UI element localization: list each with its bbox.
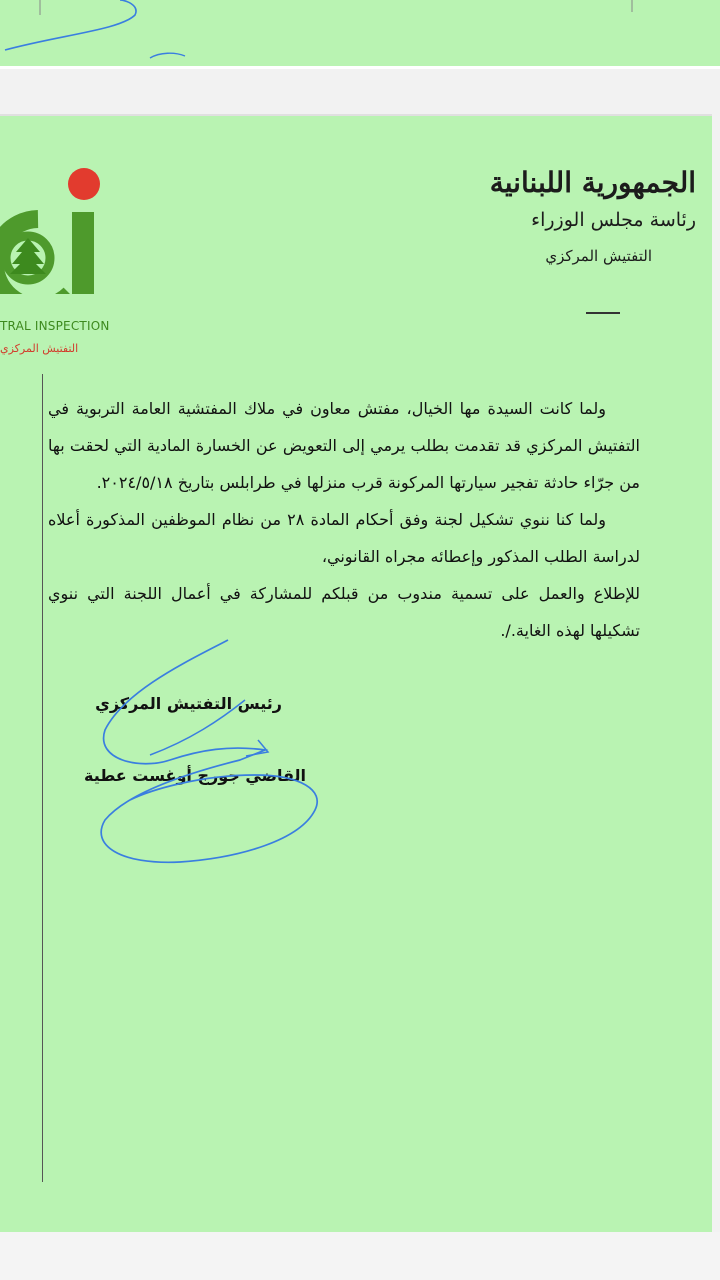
paragraph-2: ولما كنا ننوي تشكيل لجنة وفق أحكام المادة ٢٨ من نظام الموظفين المذكورة أعلاه لدراسة الطلب المذكور وإعطائه مجراه القانوني، xyxy=(48,510,640,566)
page-gap xyxy=(0,69,720,114)
document-page xyxy=(0,114,712,1234)
logo-text-arabic: التفتيش المركزي xyxy=(0,342,79,355)
department-title: التفتيش المركزي xyxy=(545,247,652,265)
logo-mark-icon xyxy=(0,164,120,294)
margin-rule xyxy=(42,374,43,1182)
paragraph-1: ولما كانت السيدة مها الخيال، مفتش معاون في ملاك المفتشية العامة التربوية في التفتيش المركزي قد تقدمت بطلب يرمي إلى التعويض عن الخسارة المادية التي لحقت بها من جرّاء حادثة تفجير سيارتها المركونة قرب منزلها في طرابلس بتاريخ ٢٠٢٤/٥/١٨. xyxy=(48,399,640,492)
signatory-name: القاضي جورج أوغست عطية xyxy=(83,766,306,785)
letterhead xyxy=(490,166,696,265)
republic-title: الجمهورية اللبنانية xyxy=(489,166,696,199)
logo-text-english: TRAL INSPECTION xyxy=(0,319,110,333)
signatory-title: رئيس التفتيش المركزي xyxy=(95,694,282,713)
page-bottom-margin xyxy=(0,1232,720,1280)
previous-page-strip xyxy=(0,0,720,69)
paragraph-3: للإطلاع والعمل على تسمية مندوب من قبلكم للمشاركة في أعمال اللجنة التي ننوي تشكيلها لهذه الغاية./. xyxy=(48,584,640,640)
letter-body xyxy=(48,390,640,649)
header-divider xyxy=(586,312,620,314)
central-inspection-logo xyxy=(0,164,120,294)
presidency-title: رئاسة مجلس الوزراء xyxy=(531,209,696,231)
